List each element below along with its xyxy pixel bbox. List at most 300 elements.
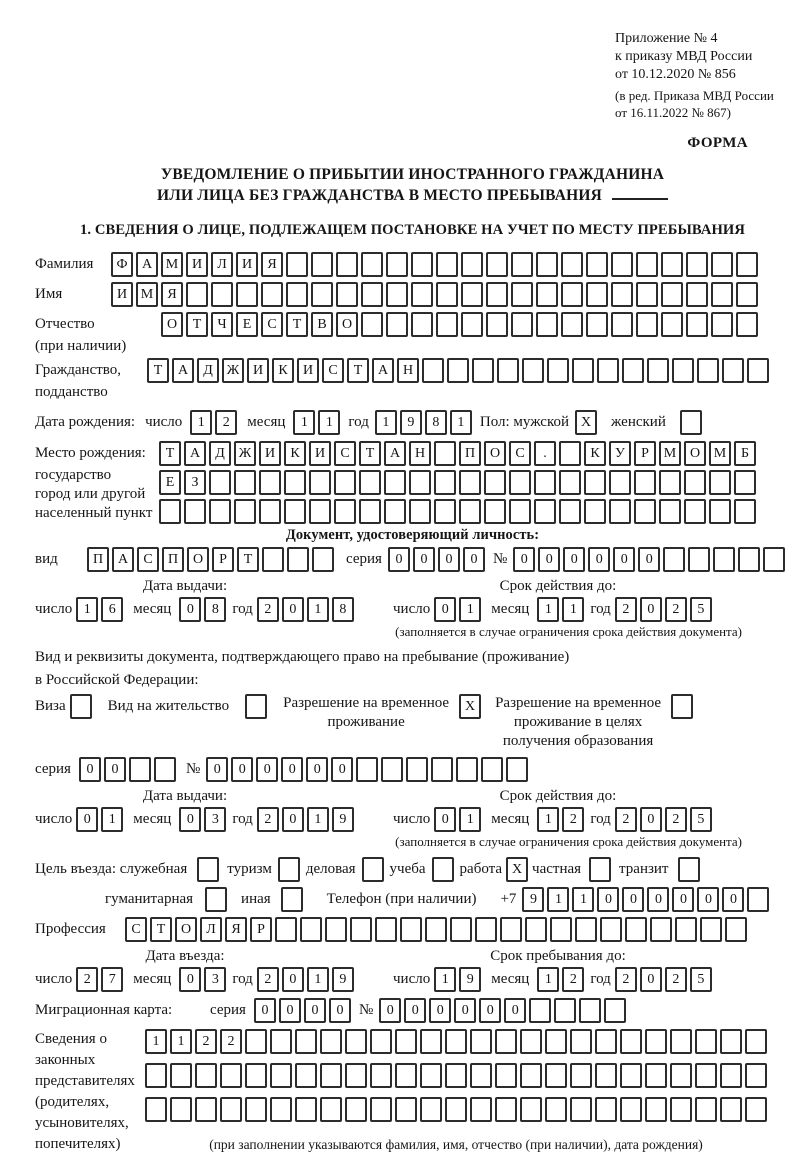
form-cell[interactable]: 9 xyxy=(522,887,544,912)
form-cell[interactable]: 1 xyxy=(572,887,594,912)
form-cell[interactable]: 2 xyxy=(665,597,687,622)
form-cell[interactable]: П xyxy=(162,547,184,572)
form-cell[interactable]: 0 xyxy=(179,967,201,992)
form-cell[interactable] xyxy=(670,1029,692,1054)
form-cell[interactable]: Т xyxy=(159,441,181,466)
form-cell[interactable] xyxy=(361,252,383,277)
form-cell[interactable] xyxy=(497,358,519,383)
form-cell[interactable]: Е xyxy=(236,312,258,337)
form-cell[interactable]: 0 xyxy=(404,998,426,1023)
form-cell[interactable] xyxy=(450,917,472,942)
form-cell[interactable]: 0 xyxy=(640,597,662,622)
form-cell[interactable] xyxy=(270,1063,292,1088)
form-cell[interactable] xyxy=(559,441,581,466)
checkbox-cell[interactable]: X xyxy=(575,410,597,435)
form-cell[interactable] xyxy=(711,252,733,277)
form-cell[interactable] xyxy=(620,1063,642,1088)
form-cell[interactable]: 0 xyxy=(329,998,351,1023)
form-cell[interactable] xyxy=(495,1063,517,1088)
form-cell[interactable]: Ж xyxy=(234,441,256,466)
form-cell[interactable] xyxy=(195,1097,217,1122)
form-cell[interactable] xyxy=(345,1029,367,1054)
form-cell[interactable]: 3 xyxy=(204,807,226,832)
form-cell[interactable] xyxy=(259,499,281,524)
form-cell[interactable]: . xyxy=(534,441,556,466)
form-cell[interactable] xyxy=(486,282,508,307)
form-cell[interactable] xyxy=(284,470,306,495)
form-cell[interactable]: О xyxy=(175,917,197,942)
form-cell[interactable]: 1 xyxy=(76,597,98,622)
form-cell[interactable]: 8 xyxy=(332,597,354,622)
form-cell[interactable] xyxy=(420,1063,442,1088)
form-cell[interactable]: 0 xyxy=(279,998,301,1023)
form-cell[interactable] xyxy=(300,917,322,942)
form-cell[interactable] xyxy=(420,1029,442,1054)
form-cell[interactable] xyxy=(384,470,406,495)
form-cell[interactable] xyxy=(495,1097,517,1122)
form-cell[interactable] xyxy=(529,998,551,1023)
form-cell[interactable] xyxy=(609,470,631,495)
form-cell[interactable]: 1 xyxy=(547,887,569,912)
form-cell[interactable] xyxy=(620,1029,642,1054)
form-cell[interactable] xyxy=(711,282,733,307)
form-cell[interactable] xyxy=(570,1063,592,1088)
form-cell[interactable]: 9 xyxy=(400,410,422,435)
form-cell[interactable] xyxy=(345,1063,367,1088)
form-cell[interactable] xyxy=(509,499,531,524)
form-cell[interactable] xyxy=(511,252,533,277)
form-cell[interactable]: 2 xyxy=(215,410,237,435)
form-cell[interactable] xyxy=(461,312,483,337)
form-cell[interactable] xyxy=(431,757,453,782)
form-cell[interactable]: Д xyxy=(197,358,219,383)
form-cell[interactable] xyxy=(647,358,669,383)
form-cell[interactable] xyxy=(287,547,309,572)
form-cell[interactable]: И xyxy=(186,252,208,277)
form-cell[interactable]: 1 xyxy=(537,967,559,992)
form-cell[interactable] xyxy=(234,470,256,495)
form-cell[interactable]: О xyxy=(336,312,358,337)
form-cell[interactable] xyxy=(620,1097,642,1122)
form-cell[interactable]: 0 xyxy=(306,757,328,782)
form-cell[interactable] xyxy=(209,470,231,495)
form-cell[interactable] xyxy=(636,282,658,307)
form-cell[interactable]: А xyxy=(172,358,194,383)
form-cell[interactable]: 0 xyxy=(504,998,526,1023)
form-cell[interactable]: 1 xyxy=(101,807,123,832)
form-cell[interactable] xyxy=(311,282,333,307)
form-cell[interactable]: 0 xyxy=(672,887,694,912)
form-cell[interactable] xyxy=(170,1097,192,1122)
form-cell[interactable] xyxy=(572,358,594,383)
form-cell[interactable] xyxy=(411,282,433,307)
form-cell[interactable]: Л xyxy=(211,252,233,277)
form-cell[interactable]: Ж xyxy=(222,358,244,383)
form-cell[interactable]: 9 xyxy=(459,967,481,992)
form-cell[interactable]: 0 xyxy=(434,597,456,622)
form-cell[interactable]: Я xyxy=(261,252,283,277)
form-cell[interactable] xyxy=(586,312,608,337)
form-cell[interactable]: 0 xyxy=(179,807,201,832)
form-cell[interactable] xyxy=(436,252,458,277)
checkbox-cell[interactable] xyxy=(197,857,219,882)
form-cell[interactable] xyxy=(386,312,408,337)
form-cell[interactable] xyxy=(545,1097,567,1122)
form-cell[interactable]: С xyxy=(509,441,531,466)
form-cell[interactable] xyxy=(325,917,347,942)
form-cell[interactable]: Т xyxy=(150,917,172,942)
form-cell[interactable] xyxy=(500,917,522,942)
form-cell[interactable] xyxy=(661,282,683,307)
form-cell[interactable] xyxy=(220,1063,242,1088)
form-cell[interactable] xyxy=(697,358,719,383)
form-cell[interactable]: 0 xyxy=(640,807,662,832)
form-cell[interactable]: Б xyxy=(734,441,756,466)
form-cell[interactable]: 2 xyxy=(665,967,687,992)
form-cell[interactable]: А xyxy=(136,252,158,277)
form-cell[interactable] xyxy=(447,358,469,383)
form-cell[interactable] xyxy=(625,917,647,942)
form-cell[interactable] xyxy=(534,499,556,524)
form-cell[interactable] xyxy=(245,1097,267,1122)
form-cell[interactable] xyxy=(645,1063,667,1088)
form-cell[interactable]: 9 xyxy=(332,807,354,832)
form-cell[interactable] xyxy=(422,358,444,383)
form-cell[interactable]: О xyxy=(161,312,183,337)
form-cell[interactable] xyxy=(350,917,372,942)
form-cell[interactable]: Е xyxy=(159,470,181,495)
form-cell[interactable] xyxy=(736,282,758,307)
form-cell[interactable] xyxy=(445,1029,467,1054)
form-cell[interactable]: К xyxy=(284,441,306,466)
form-cell[interactable]: О xyxy=(484,441,506,466)
form-cell[interactable] xyxy=(595,1029,617,1054)
form-cell[interactable] xyxy=(475,917,497,942)
form-cell[interactable] xyxy=(554,998,576,1023)
form-cell[interactable]: Ф xyxy=(111,252,133,277)
form-cell[interactable]: 2 xyxy=(615,807,637,832)
checkbox-cell[interactable] xyxy=(281,887,303,912)
form-cell[interactable] xyxy=(672,358,694,383)
form-cell[interactable] xyxy=(220,1097,242,1122)
form-cell[interactable] xyxy=(261,282,283,307)
form-cell[interactable] xyxy=(686,252,708,277)
form-cell[interactable] xyxy=(284,499,306,524)
form-cell[interactable] xyxy=(470,1029,492,1054)
form-cell[interactable] xyxy=(570,1029,592,1054)
form-cell[interactable] xyxy=(472,358,494,383)
form-cell[interactable]: 1 xyxy=(307,967,329,992)
form-cell[interactable]: А xyxy=(184,441,206,466)
form-cell[interactable] xyxy=(622,358,644,383)
form-cell[interactable]: 5 xyxy=(690,967,712,992)
form-cell[interactable] xyxy=(745,1029,767,1054)
form-cell[interactable] xyxy=(634,470,656,495)
form-cell[interactable] xyxy=(734,470,756,495)
form-cell[interactable]: 7 xyxy=(101,967,123,992)
form-cell[interactable]: 8 xyxy=(204,597,226,622)
form-cell[interactable] xyxy=(361,282,383,307)
form-cell[interactable]: В xyxy=(311,312,333,337)
checkbox-cell[interactable] xyxy=(680,410,702,435)
form-cell[interactable] xyxy=(420,1097,442,1122)
form-cell[interactable] xyxy=(320,1063,342,1088)
form-cell[interactable] xyxy=(509,470,531,495)
form-cell[interactable] xyxy=(320,1097,342,1122)
form-cell[interactable]: 1 xyxy=(190,410,212,435)
form-cell[interactable]: И xyxy=(259,441,281,466)
form-cell[interactable] xyxy=(411,252,433,277)
form-cell[interactable] xyxy=(334,499,356,524)
form-cell[interactable] xyxy=(575,917,597,942)
form-cell[interactable] xyxy=(520,1029,542,1054)
form-cell[interactable] xyxy=(159,499,181,524)
form-cell[interactable]: И xyxy=(247,358,269,383)
form-cell[interactable]: 0 xyxy=(588,547,610,572)
form-cell[interactable]: 0 xyxy=(179,597,201,622)
form-cell[interactable]: Т xyxy=(147,358,169,383)
form-cell[interactable]: 1 xyxy=(537,807,559,832)
form-cell[interactable] xyxy=(584,470,606,495)
checkbox-cell[interactable] xyxy=(278,857,300,882)
form-cell[interactable] xyxy=(559,470,581,495)
form-cell[interactable] xyxy=(520,1063,542,1088)
form-cell[interactable] xyxy=(375,917,397,942)
form-cell[interactable]: К xyxy=(272,358,294,383)
form-cell[interactable] xyxy=(381,757,403,782)
form-cell[interactable]: С xyxy=(137,547,159,572)
form-cell[interactable]: 0 xyxy=(638,547,660,572)
form-cell[interactable]: 1 xyxy=(450,410,472,435)
form-cell[interactable]: 2 xyxy=(257,967,279,992)
form-cell[interactable] xyxy=(434,499,456,524)
form-cell[interactable] xyxy=(725,917,747,942)
form-cell[interactable] xyxy=(561,252,583,277)
form-cell[interactable]: 5 xyxy=(690,597,712,622)
form-cell[interactable]: 1 xyxy=(562,597,584,622)
form-cell[interactable]: 6 xyxy=(101,597,123,622)
form-cell[interactable] xyxy=(645,1029,667,1054)
form-cell[interactable] xyxy=(436,312,458,337)
form-cell[interactable] xyxy=(245,1029,267,1054)
form-cell[interactable]: 0 xyxy=(379,998,401,1023)
form-cell[interactable] xyxy=(209,499,231,524)
form-cell[interactable] xyxy=(195,1063,217,1088)
form-cell[interactable]: 0 xyxy=(463,547,485,572)
form-cell[interactable] xyxy=(545,1029,567,1054)
form-cell[interactable]: 0 xyxy=(231,757,253,782)
form-cell[interactable] xyxy=(550,917,572,942)
form-cell[interactable] xyxy=(559,499,581,524)
form-cell[interactable] xyxy=(763,547,785,572)
form-cell[interactable]: 2 xyxy=(562,967,584,992)
form-cell[interactable] xyxy=(336,252,358,277)
form-cell[interactable]: Л xyxy=(200,917,222,942)
checkbox-cell[interactable] xyxy=(671,694,693,719)
checkbox-cell[interactable] xyxy=(678,857,700,882)
form-cell[interactable] xyxy=(270,1097,292,1122)
form-cell[interactable]: 0 xyxy=(282,597,304,622)
form-cell[interactable] xyxy=(286,282,308,307)
form-cell[interactable] xyxy=(236,282,258,307)
form-cell[interactable]: 0 xyxy=(282,807,304,832)
form-cell[interactable] xyxy=(722,358,744,383)
form-cell[interactable] xyxy=(461,252,483,277)
form-cell[interactable] xyxy=(425,917,447,942)
form-cell[interactable] xyxy=(747,887,769,912)
form-cell[interactable]: Я xyxy=(161,282,183,307)
form-cell[interactable]: 0 xyxy=(281,757,303,782)
form-cell[interactable] xyxy=(720,1029,742,1054)
form-cell[interactable]: 0 xyxy=(206,757,228,782)
form-cell[interactable] xyxy=(659,470,681,495)
form-cell[interactable] xyxy=(245,1063,267,1088)
form-cell[interactable] xyxy=(736,312,758,337)
form-cell[interactable]: 0 xyxy=(434,807,456,832)
form-cell[interactable] xyxy=(145,1097,167,1122)
form-cell[interactable] xyxy=(745,1063,767,1088)
form-cell[interactable] xyxy=(545,1063,567,1088)
form-cell[interactable]: 2 xyxy=(615,597,637,622)
form-cell[interactable] xyxy=(495,1029,517,1054)
form-cell[interactable]: А xyxy=(384,441,406,466)
form-cell[interactable]: Р xyxy=(212,547,234,572)
form-cell[interactable]: 0 xyxy=(254,998,276,1023)
form-cell[interactable]: М xyxy=(659,441,681,466)
form-cell[interactable] xyxy=(445,1063,467,1088)
form-cell[interactable]: П xyxy=(459,441,481,466)
form-cell[interactable] xyxy=(356,757,378,782)
form-cell[interactable]: Д xyxy=(209,441,231,466)
form-cell[interactable] xyxy=(320,1029,342,1054)
form-cell[interactable]: Ч xyxy=(211,312,233,337)
form-cell[interactable]: Т xyxy=(286,312,308,337)
form-cell[interactable]: 0 xyxy=(429,998,451,1023)
form-cell[interactable] xyxy=(547,358,569,383)
form-cell[interactable]: 0 xyxy=(438,547,460,572)
form-cell[interactable] xyxy=(570,1097,592,1122)
form-cell[interactable] xyxy=(270,1029,292,1054)
form-cell[interactable] xyxy=(259,470,281,495)
form-cell[interactable] xyxy=(536,312,558,337)
form-cell[interactable] xyxy=(720,1097,742,1122)
form-cell[interactable] xyxy=(470,1097,492,1122)
form-cell[interactable] xyxy=(536,282,558,307)
form-cell[interactable] xyxy=(636,252,658,277)
form-cell[interactable]: 1 xyxy=(307,807,329,832)
form-cell[interactable] xyxy=(154,757,176,782)
form-cell[interactable]: Т xyxy=(237,547,259,572)
form-cell[interactable] xyxy=(384,499,406,524)
form-cell[interactable] xyxy=(170,1063,192,1088)
form-cell[interactable] xyxy=(409,470,431,495)
form-cell[interactable]: М xyxy=(136,282,158,307)
form-cell[interactable]: 0 xyxy=(104,757,126,782)
form-cell[interactable] xyxy=(611,312,633,337)
form-cell[interactable] xyxy=(511,282,533,307)
form-cell[interactable] xyxy=(311,252,333,277)
form-cell[interactable] xyxy=(456,757,478,782)
form-cell[interactable] xyxy=(386,282,408,307)
form-cell[interactable] xyxy=(345,1097,367,1122)
form-cell[interactable]: 1 xyxy=(318,410,340,435)
form-cell[interactable] xyxy=(359,499,381,524)
form-cell[interactable]: И xyxy=(297,358,319,383)
form-cell[interactable] xyxy=(409,499,431,524)
form-cell[interactable]: 0 xyxy=(597,887,619,912)
form-cell[interactable] xyxy=(481,757,503,782)
checkbox-cell[interactable] xyxy=(432,857,454,882)
form-cell[interactable] xyxy=(684,499,706,524)
form-cell[interactable] xyxy=(561,282,583,307)
form-cell[interactable]: 0 xyxy=(640,967,662,992)
form-cell[interactable] xyxy=(670,1063,692,1088)
form-cell[interactable]: 0 xyxy=(622,887,644,912)
form-cell[interactable]: 1 xyxy=(434,967,456,992)
form-cell[interactable] xyxy=(636,312,658,337)
form-cell[interactable] xyxy=(700,917,722,942)
form-cell[interactable] xyxy=(234,499,256,524)
form-cell[interactable]: 1 xyxy=(145,1029,167,1054)
form-cell[interactable] xyxy=(586,282,608,307)
form-cell[interactable] xyxy=(659,499,681,524)
form-cell[interactable]: С xyxy=(322,358,344,383)
form-cell[interactable]: З xyxy=(184,470,206,495)
form-cell[interactable] xyxy=(395,1029,417,1054)
form-cell[interactable]: 0 xyxy=(479,998,501,1023)
form-cell[interactable]: 3 xyxy=(204,967,226,992)
form-cell[interactable]: 1 xyxy=(293,410,315,435)
form-cell[interactable]: Р xyxy=(634,441,656,466)
form-cell[interactable] xyxy=(736,252,758,277)
form-cell[interactable]: 2 xyxy=(665,807,687,832)
form-cell[interactable] xyxy=(370,1029,392,1054)
form-cell[interactable] xyxy=(434,441,456,466)
form-cell[interactable] xyxy=(334,470,356,495)
form-cell[interactable] xyxy=(406,757,428,782)
form-cell[interactable] xyxy=(745,1097,767,1122)
form-cell[interactable]: 1 xyxy=(459,597,481,622)
form-cell[interactable]: 0 xyxy=(76,807,98,832)
form-cell[interactable] xyxy=(536,252,558,277)
form-cell[interactable] xyxy=(312,547,334,572)
form-cell[interactable] xyxy=(686,312,708,337)
form-cell[interactable]: Н xyxy=(397,358,419,383)
form-cell[interactable] xyxy=(738,547,760,572)
form-cell[interactable]: 5 xyxy=(690,807,712,832)
form-cell[interactable] xyxy=(688,547,710,572)
form-cell[interactable]: 9 xyxy=(332,967,354,992)
form-cell[interactable] xyxy=(309,470,331,495)
form-cell[interactable] xyxy=(484,470,506,495)
form-cell[interactable]: С xyxy=(261,312,283,337)
form-cell[interactable] xyxy=(584,499,606,524)
form-cell[interactable] xyxy=(295,1029,317,1054)
form-cell[interactable] xyxy=(684,470,706,495)
form-cell[interactable] xyxy=(661,312,683,337)
form-cell[interactable]: 1 xyxy=(459,807,481,832)
form-cell[interactable] xyxy=(695,1097,717,1122)
form-cell[interactable] xyxy=(295,1097,317,1122)
form-cell[interactable]: 2 xyxy=(257,807,279,832)
form-cell[interactable] xyxy=(459,470,481,495)
form-cell[interactable]: С xyxy=(334,441,356,466)
form-cell[interactable]: Т xyxy=(186,312,208,337)
form-cell[interactable]: И xyxy=(236,252,258,277)
form-cell[interactable] xyxy=(579,998,601,1023)
form-cell[interactable] xyxy=(520,1097,542,1122)
checkbox-cell[interactable] xyxy=(589,857,611,882)
